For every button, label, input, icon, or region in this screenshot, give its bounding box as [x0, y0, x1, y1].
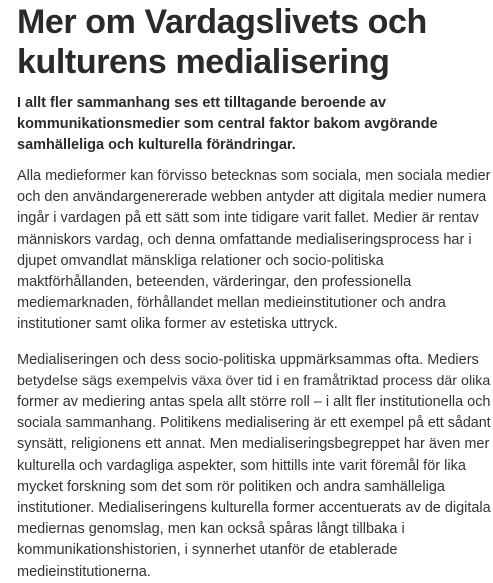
article-title	[17, 2, 487, 82]
paragraph-2	[17, 350, 491, 583]
lead-line: I allt fler sammanhang ses ett tilltagande beroende av	[17, 95, 387, 111]
article-title-line: kulturens medialisering	[17, 43, 390, 81]
article	[17, 0, 491, 583]
paragraph-line: mycket forskning som det som rör politiken och andra samhälleliga	[17, 478, 445, 495]
paragraph-line: och den användargenererade webben antyder att digitala medier numera	[17, 189, 487, 206]
paragraph-line: mediernas genomslag, men kan också spåras långt tillbaka i	[17, 521, 405, 538]
paragraph-line: människors vardag, och denna omfattande medialiseringsprocess har i	[17, 231, 472, 248]
paragraph-line: betydelse sägs exempelvis växa över tid i en framåtriktad process där olika	[17, 372, 491, 389]
article-title-line: Mer om Vardagslivets och	[17, 3, 427, 41]
paragraph-line: medieinstitutionerna.	[17, 563, 151, 580]
paragraph-line: kulturella och vardagliga aspekter, som hittills inte varit föremål för lika	[17, 457, 466, 474]
paragraph-line: institutioner. Medialiseringens kulturella former accentuerats av de digitala	[17, 500, 491, 517]
article-lead	[17, 93, 487, 156]
paragraph-line: kommunikationshistorien, i synnerhet utanför de etablerade	[17, 542, 398, 559]
paragraph-line: mediemarknaden, förhållandet mellan medieinstitutioner och andra	[17, 295, 446, 312]
paragraph-line: Alla medieformer kan förvisso betecknas som sociala, men sociala medier	[17, 168, 491, 184]
paragraph-line: synsätt, religionens ett annat. Men medialiseringsbegreppet har även mer	[17, 436, 490, 453]
paragraph-line: Medialiseringen och dess socio-politiska uppmärksammas ofta. Mediers	[17, 351, 479, 368]
paragraph-line: djupet omvandlat mänskliga relationer och socio-politiska	[17, 252, 384, 269]
paragraph-line: maktförhållanden, beteenden, värderingar, den professionella	[17, 274, 412, 291]
lead-line: kommunikationsmedier som central faktor bakom avgörande	[17, 116, 438, 132]
lead-line: samhälleliga och kulturella förändringar.	[17, 137, 296, 153]
paragraph-line: former av mediering antas spela allt större roll – i allt fler institutionella och	[17, 394, 491, 411]
paragraph-line: sociala sammanhang. Politikens medialisering är ett exempel på ett sådant	[17, 415, 491, 432]
paragraph-1	[17, 166, 491, 336]
paragraph-line: ingår i vardagen på ett sätt som inte tidigare varit fallet. Medier är rentav	[17, 210, 479, 227]
paragraph-line: institutioner samt olika former av estetiska uttryck.	[17, 316, 338, 333]
